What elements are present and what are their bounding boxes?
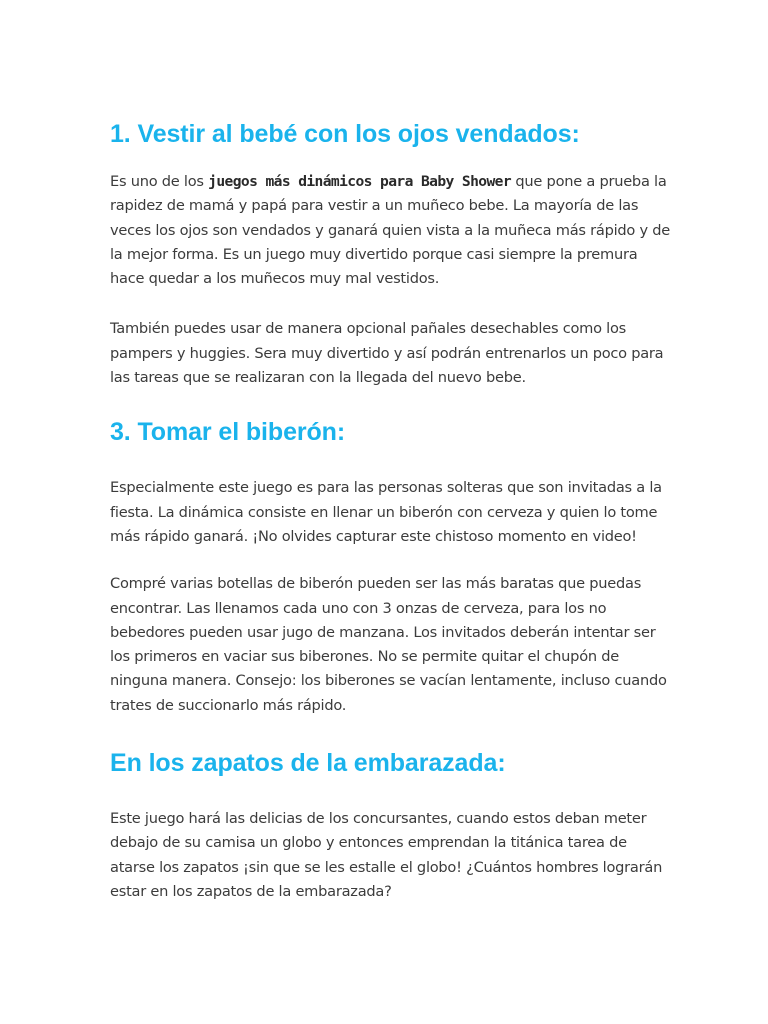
paragraph-text-lead: Es uno de los [110, 173, 209, 190]
bold-phrase-juegos-dinamicos: juegos más dinámicos para Baby Shower [208, 173, 512, 190]
section-heading-zapatos-embarazada: En los zapatos de la embarazada: [110, 749, 506, 778]
paragraph-vestir-bebe-intro [110, 170, 670, 291]
paragraph-text-rest: que pone a prueba la rapidez de mamá y papá para vestir a un muñeco bebe. La mayoría de las veces los ojos son vendados y ganará quien vista a la muñeca más rápido y de la mejor forma. Es un juego muy divertido porque casi siempre la premura hace quedar a los muñecos muy mal vestidos. [110, 173, 670, 288]
paragraph-zapatos-embarazada: Este juego hará las delicias de los concursantes, cuando estos deban meter debajo de su camisa un globo y entonces emprendan la titánica tarea de atarse los zapatos ¡sin que se les estalle el globo! ¿Cuántos hombres lograrán estar en los zapatos de la embarazada? [110, 810, 663, 900]
document-page [110, 112, 670, 904]
paragraph-vestir-bebe-panales: También puedes usar de manera opcional pañales desechables como los pampers y huggies. Sera muy divertido y así podrán entrenarlos un poco para las tareas que se realizaran con la llegada del nuevo bebe. [110, 320, 664, 387]
section-heading-tomar-biberon: 3. Tomar el biberón: [110, 418, 346, 447]
paragraph-biberon-intro: Especialmente este juego es para las personas solteras que son invitadas a la fiesta. La dinámica consiste en llenar un biberón con cerveza y quien lo tome más rápido ganará. ¡No olvides capturar este chistoso momento en video! [110, 479, 662, 545]
section-heading-vestir-bebe: 1. Vestir al bebé con los ojos vendados: [110, 120, 580, 148]
paragraph-biberon-detalles: Compré varias botellas de biberón pueden ser las más baratas que puedas encontrar. Las llenamos cada uno con 3 onzas de cerveza, para los no bebedores pueden usar jugo de manzana. Los invitados deberán intentar ser los primeros en vaciar sus biberones. No se permite quitar el chupón de ninguna manera. Consejo: los biberones se vacían lentamente, incluso cuando trates de succionarlo más rápido. [110, 575, 667, 714]
